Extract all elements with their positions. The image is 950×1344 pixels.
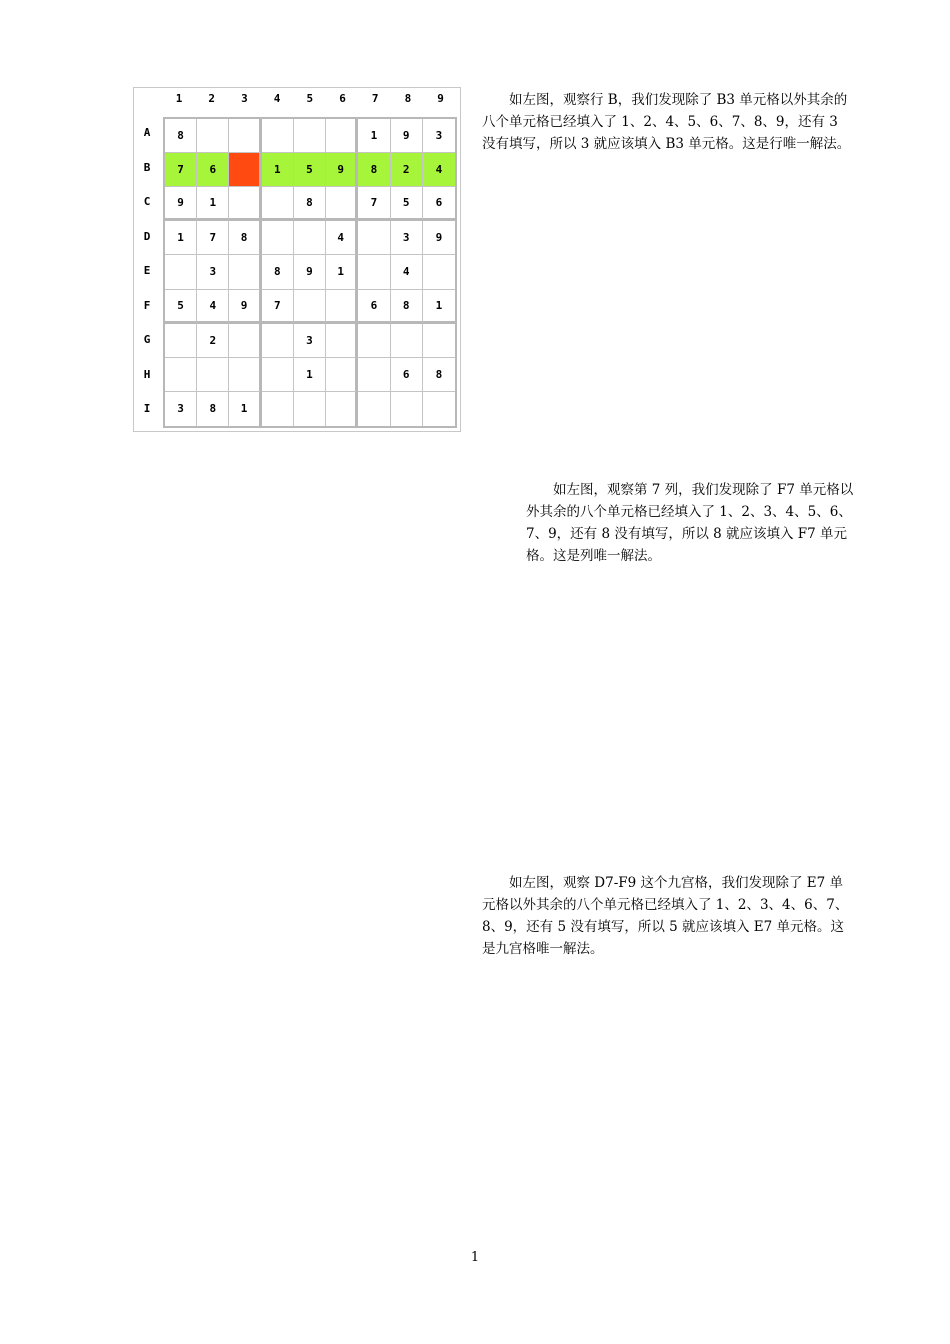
row-label: G (143, 333, 151, 347)
sudoku-cell-F3: 9 (229, 290, 261, 324)
sudoku-cell-H7 (358, 358, 390, 392)
sudoku-cell-F2: 4 (197, 290, 229, 324)
sudoku-cell-D3: 8 (229, 221, 261, 255)
sudoku-cell-A2 (197, 119, 229, 153)
sudoku-cell-E4: 8 (262, 255, 294, 289)
column-label: 7 (371, 92, 379, 105)
sudoku-cell-E2: 3 (197, 255, 229, 289)
sudoku-cell-I3: 1 (229, 392, 261, 426)
row-label: I (143, 402, 151, 416)
sudoku-cell-C8: 5 (391, 187, 423, 221)
sudoku-cell-B4: 1 (262, 153, 294, 187)
sudoku-cell-D9: 9 (423, 221, 455, 255)
sudoku-cell-A3 (229, 119, 261, 153)
sudoku-cell-B1: 7 (165, 153, 197, 187)
sudoku-cell-G1 (165, 324, 197, 358)
sudoku-cell-H2 (197, 358, 229, 392)
sudoku-cell-G2: 2 (197, 324, 229, 358)
sudoku-cell-B5: 5 (294, 153, 326, 187)
sudoku-cell-C4 (262, 187, 294, 221)
sudoku-cell-A9: 3 (423, 119, 455, 153)
sudoku-cell-E7 (358, 255, 390, 289)
column-label: 6 (339, 92, 346, 105)
sudoku-cell-B8: 2 (391, 153, 423, 187)
row-label: F (143, 298, 151, 312)
column-label: 9 (437, 92, 444, 105)
row-label: D (143, 229, 151, 243)
sudoku-cell-H3 (229, 358, 261, 392)
sudoku-cell-A8: 9 (391, 119, 423, 153)
sudoku-cell-D7 (358, 221, 390, 255)
sudoku-cell-D5 (294, 221, 326, 255)
sudoku-cell-D6: 4 (326, 221, 358, 255)
sudoku-cell-B9: 4 (423, 153, 455, 187)
sudoku-grid (163, 117, 457, 428)
row-label: A (143, 126, 151, 140)
sudoku-cell-C6 (326, 187, 358, 221)
column-label: 5 (306, 92, 314, 105)
row-label: H (143, 367, 151, 381)
sudoku-cell-F9: 1 (423, 290, 455, 324)
column-label: 1 (175, 92, 183, 105)
sudoku-cell-D4 (262, 221, 294, 255)
sudoku-cell-E9 (423, 255, 455, 289)
sudoku-cell-G6 (326, 324, 358, 358)
sudoku-cell-B7: 8 (358, 153, 390, 187)
sudoku-cell-E8: 4 (391, 255, 423, 289)
row-label: B (143, 160, 151, 174)
sudoku-cell-H4 (262, 358, 294, 392)
sudoku-cell-E1 (165, 255, 197, 289)
sudoku-cell-B3 (229, 153, 261, 187)
column-label: 3 (241, 92, 248, 105)
sudoku-cell-C9: 6 (423, 187, 455, 221)
sudoku-cell-A4 (262, 119, 294, 153)
sudoku-cell-F5 (294, 290, 326, 324)
sudoku-figure (133, 87, 461, 432)
sudoku-cell-H6 (326, 358, 358, 392)
sudoku-cell-A1: 8 (165, 119, 197, 153)
sudoku-cell-C7: 7 (358, 187, 390, 221)
sudoku-cell-C5: 8 (294, 187, 326, 221)
sudoku-cell-D8: 3 (391, 221, 423, 255)
paragraph-row-method: 如左图，观察行 B，我们发现除了 B3 单元格以外其余的八个单元格已经填入了 1、2、4、5、6、7、8、9，还有 3 没有填写，所以 3 就应该填入 B3 单元格。这是行唯一解法。 (482, 92, 851, 152)
sudoku-cell-F8: 8 (391, 290, 423, 324)
paragraph-column-method: 如左图，观察第 7 列，我们发现除了 F7 单元格以外其余的八个单元格已经填入了 1、2、3、4、5、6、7、9，还有 8 没有填写，所以 8 就应该填入 F7 单元格。这是列唯一解法。 (526, 482, 854, 564)
sudoku-cell-C1: 9 (165, 187, 197, 221)
sudoku-cell-G3 (229, 324, 261, 358)
paragraph-box-method: 如左图，观察 D7-F9 这个九宫格，我们发现除了 E7 单元格以外其余的八个单元格已经填入了 1、2、3、4、6、7、8、9，还有 5 没有填写，所以 5 就应该填入 E7 单元格。这是九宫格唯一解法。 (482, 875, 849, 957)
sudoku-cell-A7: 1 (358, 119, 390, 153)
sudoku-cell-H5: 1 (294, 358, 326, 392)
sudoku-cell-E6: 1 (326, 255, 358, 289)
sudoku-cell-E3 (229, 255, 261, 289)
page-number: 1 (470, 1250, 480, 1265)
sudoku-cell-I8 (391, 392, 423, 426)
sudoku-cell-E5: 9 (294, 255, 326, 289)
sudoku-cell-I4 (262, 392, 294, 426)
column-label: 4 (273, 92, 281, 105)
row-label: E (143, 264, 151, 278)
row-label: C (143, 195, 151, 209)
sudoku-cell-H8: 6 (391, 358, 423, 392)
sudoku-cell-G8 (391, 324, 423, 358)
sudoku-cell-B6: 9 (326, 153, 358, 187)
column-label: 2 (208, 92, 215, 105)
sudoku-cell-D1: 1 (165, 221, 197, 255)
sudoku-cell-G7 (358, 324, 390, 358)
sudoku-cell-A5 (294, 119, 326, 153)
sudoku-cell-C2: 1 (197, 187, 229, 221)
sudoku-cell-C3 (229, 187, 261, 221)
sudoku-cell-F7: 6 (358, 290, 390, 324)
sudoku-cell-H1 (165, 358, 197, 392)
sudoku-cell-G5: 3 (294, 324, 326, 358)
sudoku-cell-I7 (358, 392, 390, 426)
sudoku-cell-A6 (326, 119, 358, 153)
sudoku-cell-F6 (326, 290, 358, 324)
sudoku-cell-F1: 5 (165, 290, 197, 324)
sudoku-cell-B2: 6 (197, 153, 229, 187)
sudoku-cell-I1: 3 (165, 392, 197, 426)
sudoku-cell-I2: 8 (197, 392, 229, 426)
sudoku-cell-F4: 7 (262, 290, 294, 324)
sudoku-cell-I6 (326, 392, 358, 426)
sudoku-cell-H9: 8 (423, 358, 455, 392)
sudoku-cell-I5 (294, 392, 326, 426)
sudoku-cell-G9 (423, 324, 455, 358)
sudoku-cell-D2: 7 (197, 221, 229, 255)
sudoku-cell-I9 (423, 392, 455, 426)
column-label: 8 (404, 92, 412, 105)
sudoku-cell-G4 (262, 324, 294, 358)
